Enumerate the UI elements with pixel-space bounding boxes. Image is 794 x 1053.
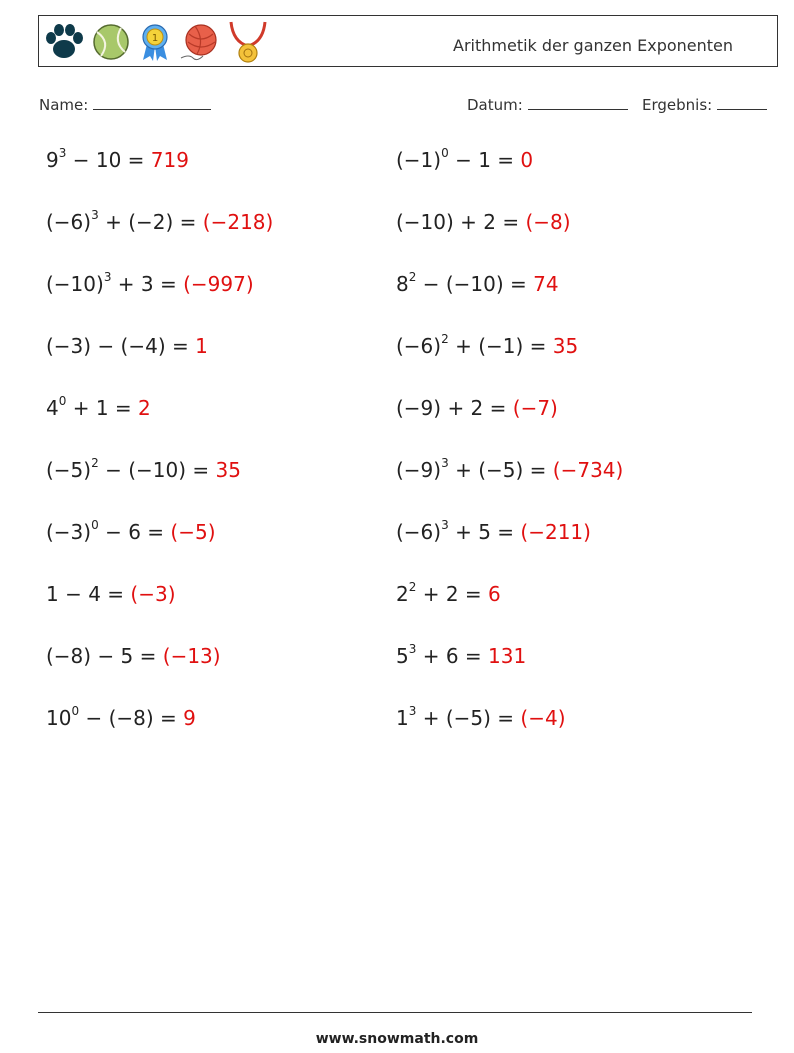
problem-row — [46, 706, 196, 730]
result-field — [642, 95, 767, 114]
problem-base: (−5) — [46, 458, 92, 482]
problem-exponent: 3 — [441, 518, 449, 533]
problem-answer: (−4) — [520, 706, 566, 730]
problem-expression: + 1 = — [66, 396, 139, 420]
problem-answer: (−734) — [552, 458, 624, 482]
problem-row — [396, 148, 533, 172]
problem-row — [46, 210, 273, 234]
problem-row — [396, 582, 501, 606]
problem-expression: + (−5) = — [416, 706, 521, 730]
problem-expression: + 6 = — [416, 644, 489, 668]
problem-base: (−8) − 5 = — [46, 644, 163, 668]
svg-text:1: 1 — [151, 33, 159, 44]
problem-answer: (−211) — [520, 520, 591, 544]
problem-base: 9 — [46, 148, 59, 172]
problem-row — [396, 334, 578, 358]
problem-expression: − 6 = — [98, 520, 171, 544]
problem-exponent: 0 — [441, 146, 449, 161]
name-label: Name: — [39, 96, 89, 114]
problem-exponent: 3 — [91, 208, 99, 223]
problem-row — [396, 396, 558, 420]
problem-base: (−6) — [396, 520, 442, 544]
problem-expression: + 3 = — [111, 272, 184, 296]
award-ribbon-icon — [137, 22, 173, 62]
header-box — [38, 15, 778, 67]
problem-expression: + (−2) = — [98, 210, 203, 234]
tennis-ball-icon — [91, 22, 131, 62]
problem-answer: 719 — [150, 148, 189, 172]
problem-row — [46, 396, 151, 420]
name-line — [93, 95, 211, 110]
problem-row — [46, 148, 189, 172]
problem-row — [46, 582, 176, 606]
problem-expression: − (−10) = — [98, 458, 216, 482]
problem-answer: (−5) — [170, 520, 216, 544]
problem-answer: (−7) — [512, 396, 558, 420]
medal-icon — [227, 20, 269, 64]
problem-exponent: 0 — [58, 394, 67, 409]
footer-divider — [38, 1012, 752, 1013]
date-field — [467, 95, 628, 114]
problem-base: (−3) − (−4) = — [46, 334, 196, 358]
problem-answer: (−218) — [202, 210, 274, 234]
problem-answer: (−8) — [525, 210, 571, 234]
problem-base: (−6) — [46, 210, 92, 234]
problem-expression: − 10 = — [66, 148, 151, 172]
problem-exponent: 0 — [71, 704, 80, 719]
problem-row — [396, 210, 571, 234]
problem-base: (−9) — [396, 458, 442, 482]
problem-exponent: 2 — [441, 332, 449, 347]
problem-row — [46, 520, 216, 544]
problem-answer: 74 — [533, 272, 559, 296]
problem-expression: + 5 = — [448, 520, 521, 544]
problem-expression: − 1 = — [448, 148, 521, 172]
problem-answer: 1 — [195, 334, 208, 358]
problem-exponent: 3 — [441, 456, 449, 471]
name-field — [39, 95, 211, 114]
problem-base: (−3) — [46, 520, 92, 544]
problem-expression: + (−1) = — [448, 334, 553, 358]
problem-exponent: 3 — [408, 642, 417, 657]
problem-base: 8 — [396, 272, 409, 296]
problem-base: (−6) — [396, 334, 442, 358]
date-line — [528, 95, 628, 110]
result-label: Ergebnis: — [642, 96, 713, 114]
worksheet-title: Arithmetik der ganzen Exponenten — [453, 36, 734, 55]
problem-base: 1 — [396, 706, 409, 730]
problem-answer: (−13) — [162, 644, 221, 668]
problem-answer: 9 — [183, 706, 196, 730]
problem-base: 2 — [396, 582, 409, 606]
problem-answer: 131 — [488, 644, 527, 668]
header-icons — [43, 20, 269, 64]
problem-exponent: 2 — [408, 580, 417, 595]
problem-answer: 6 — [488, 582, 501, 606]
date-label: Datum: — [467, 96, 523, 114]
problem-exponent: 0 — [91, 518, 99, 533]
problem-answer: (−3) — [130, 582, 176, 606]
problem-base: 5 — [396, 644, 409, 668]
problem-exponent: 3 — [103, 270, 112, 285]
problem-expression: − (−10) = — [416, 272, 534, 296]
problem-row — [46, 334, 208, 358]
problem-row — [46, 458, 241, 482]
problem-base: (−1) — [396, 148, 442, 172]
problem-row — [396, 520, 591, 544]
footer-url: www.snowmath.com — [315, 1031, 479, 1047]
problem-base: (−10) — [46, 272, 104, 296]
paw-icon — [43, 22, 85, 62]
problem-expression: + (−5) = — [448, 458, 553, 482]
problem-exponent: 3 — [58, 146, 67, 161]
problem-answer: 2 — [138, 396, 151, 420]
problem-row — [396, 272, 559, 296]
problem-exponent: 3 — [408, 704, 417, 719]
problem-row — [46, 272, 254, 296]
problem-base: 4 — [46, 396, 59, 420]
problem-row — [396, 644, 526, 668]
problem-base: (−10) + 2 = — [396, 210, 526, 234]
result-line — [717, 95, 767, 110]
problem-base: (−9) + 2 = — [396, 396, 513, 420]
problem-answer: 35 — [215, 458, 241, 482]
problem-answer: (−997) — [183, 272, 254, 296]
yarn-ball-icon — [179, 22, 221, 62]
problem-row — [46, 644, 221, 668]
problem-exponent: 2 — [408, 270, 417, 285]
problem-row — [396, 458, 623, 482]
problem-exponent: 2 — [91, 456, 99, 471]
problem-base: 10 — [46, 706, 72, 730]
problem-expression: + 2 = — [416, 582, 489, 606]
problem-expression: − (−8) = — [79, 706, 184, 730]
problem-answer: 35 — [552, 334, 579, 358]
problem-answer: 0 — [520, 148, 534, 172]
problem-base: 1 − 4 = — [46, 582, 131, 606]
problem-row — [396, 706, 566, 730]
